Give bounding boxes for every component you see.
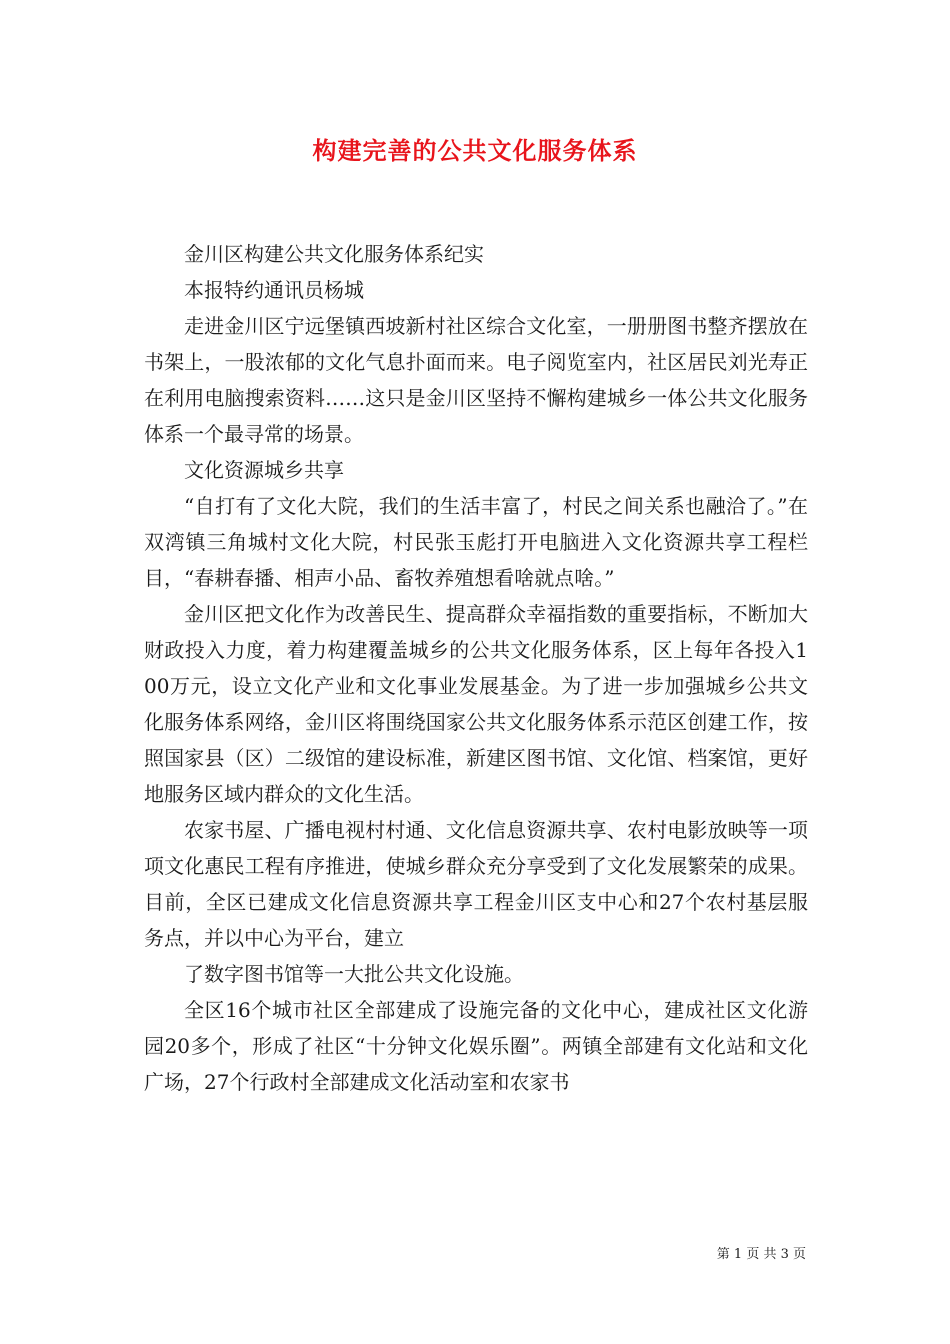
paragraph: 全区16个城市社区全部建成了设施完备的文化中心，建成社区文化游园20多个，形成了社区“十分钟文化娱乐圈”。两镇全部建有文化站和文化广场，27个行政村全部建成文化活动室和农家书	[144, 998, 808, 1094]
paragraph: 金川区把文化作为改善民生、提高群众幸福指数的重要指标，不断加大财政投入力度，着力构建覆盖城乡的公共文化服务体系，区上每年各投入100万元，设立文化产业和文化事业发展基金。为了进一步加强城乡公共文化服务体系网络，金川区将围绕国家公共文化服务体系示范区创建工作，按照国家县（区）二级馆的建设标准，新建区图书馆、文化馆、档案馆，更好地服务区域内群众的文化生活。	[144, 602, 808, 806]
paragraph: “自打有了文化大院，我们的生活丰富了，村民之间关系也融洽了。”在双湾镇三角城村文化大院，村民张玉彪打开电脑进入文化资源共享工程栏目，“春耕春播、相声小品、畜牧养殖想看啥就点啥。”	[144, 494, 808, 590]
paragraph: 金川区构建公共文化服务体系纪实	[184, 242, 484, 266]
section-heading: 文化资源城乡共享	[184, 458, 344, 482]
paragraph: 了数字图书馆等一大批公共文化设施。	[184, 962, 524, 986]
document-body	[144, 236, 808, 1100]
paragraph: 农家书屋、广播电视村村通、文化信息资源共享、农村电影放映等一项项文化惠民工程有序推进，使城乡群众充分享受到了文化发展繁荣的成果。目前，全区已建成文化信息资源共享工程金川区支中心和27个农村基层服务点，并以中心为平台，建立	[144, 818, 808, 950]
page-number: 第 1 页 共 3 页	[716, 1247, 806, 1262]
document-title: 构建完善的公共文化服务体系	[312, 136, 638, 165]
paragraph: 走进金川区宁远堡镇西坡新村社区综合文化室，一册册图书整齐摆放在书架上，一股浓郁的文化气息扑面而来。电子阅览室内，社区居民刘光寿正在利用电脑搜索资料……这只是金川区坚持不懈构建城乡一体公共文化服务体系一个最寻常的场景。	[144, 314, 808, 446]
paragraph: 本报特约通讯员杨城	[184, 278, 364, 302]
